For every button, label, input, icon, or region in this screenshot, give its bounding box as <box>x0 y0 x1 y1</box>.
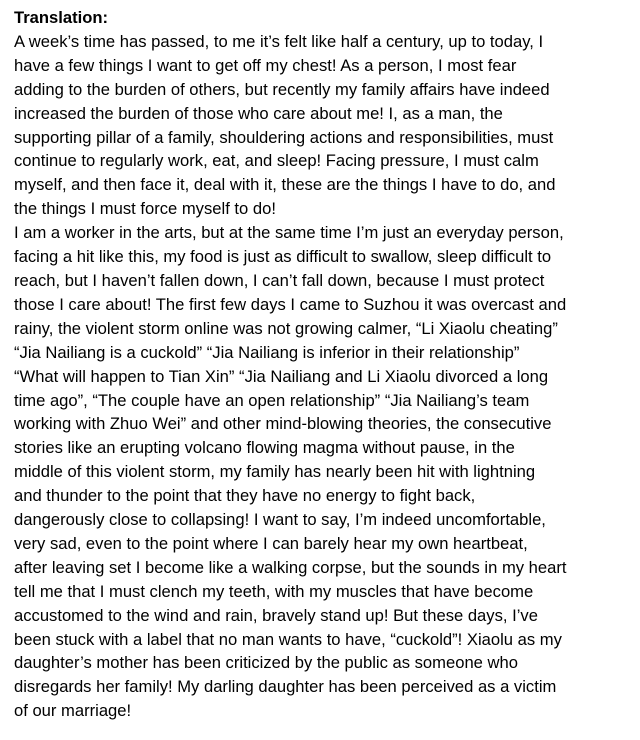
text-line: dangerously close to collapsing! I want to say, I’m indeed uncomfortable, <box>14 510 546 530</box>
text-line: middle of this violent storm, my family has nearly been hit with lightning <box>14 462 536 482</box>
text-line: and thunder to the point that they have no energy to fight back, <box>14 486 476 506</box>
text-line: supporting pillar of a family, shouldering actions and responsibilities, must <box>14 127 554 147</box>
paragraph-2 <box>14 221 632 723</box>
text-line: of our marriage! <box>14 701 132 721</box>
text-line: stories like an erupting volcano flowing magma without pause, in the <box>14 438 515 458</box>
document-heading: Translation: <box>14 8 109 27</box>
paragraph-1 <box>14 30 632 221</box>
text-line: accustomed to the wind and rain, bravely stand up! But these days, I’ve <box>14 605 538 625</box>
text-line: have a few things I want to get off my chest! As a person, I most fear <box>14 55 517 75</box>
text-line: very sad, even to the point where I can barely hear my own heartbeat, <box>14 533 528 553</box>
text-line: “Jia Nailiang is a cuckold” “Jia Nailiang is inferior in their relationship” <box>14 342 520 362</box>
text-line: time ago”, “The couple have an open relationship” “Jia Nailiang’s team <box>14 390 530 410</box>
text-line: daughter’s mother has been criticized by the public as someone who <box>14 653 518 673</box>
text-line: “What will happen to Tian Xin” “Jia Nailiang and Li Xiaolu divorced a long <box>14 366 549 386</box>
text-line: A week’s time has passed, to me it’s felt like half a century, up to today, I <box>14 31 544 51</box>
text-line: rainy, the violent storm online was not growing calmer, “Li Xiaolu cheating” <box>14 318 558 338</box>
text-line: myself, and then face it, deal with it, these are the things I have to do, and <box>14 175 556 195</box>
text-line: disregards her family! My darling daughter has been perceived as a victim <box>14 677 557 697</box>
text-line: reach, but I haven’t fallen down, I can’t fall down, because I must protect <box>14 270 545 290</box>
text-line: the things I must force myself to do! <box>14 199 276 219</box>
text-line: adding to the burden of others, but recently my family affairs have indeed <box>14 79 550 99</box>
text-line: continue to regularly work, eat, and sleep! Facing pressure, I must calm <box>14 151 539 171</box>
text-line: working with Zhuo Wei” and other mind-blowing theories, the consecutive <box>14 414 552 434</box>
text-line: increased the burden of those who care about me! I, as a man, the <box>14 103 503 123</box>
text-line: after leaving set I become like a walking corpse, but the sounds in my heart <box>14 557 567 577</box>
text-line: those I care about! The first few days I came to Suzhou it was overcast and <box>14 294 567 314</box>
text-line: been stuck with a label that no man wants to have, “cuckold”! Xiaolu as my <box>14 629 562 649</box>
text-line: facing a hit like this, my food is just as difficult to swallow, sleep difficult to <box>14 247 552 267</box>
text-line: I am a worker in the arts, but at the same time I’m just an everyday person, <box>14 223 564 243</box>
text-line: tell me that I must clench my teeth, with my muscles that have become <box>14 581 534 601</box>
